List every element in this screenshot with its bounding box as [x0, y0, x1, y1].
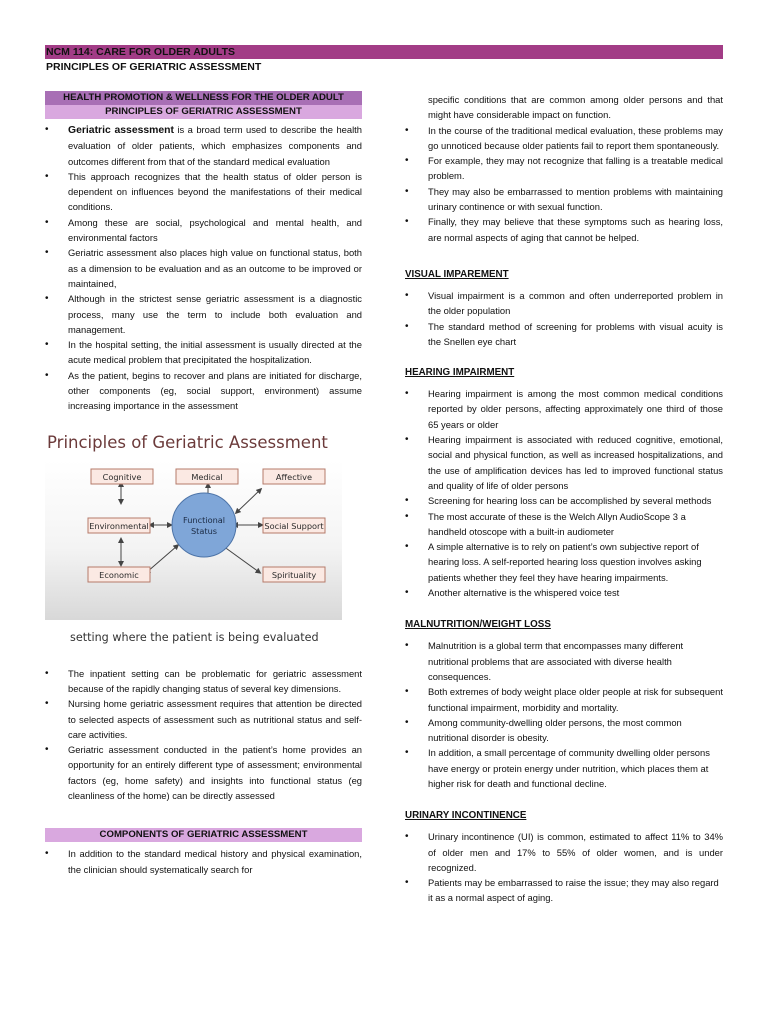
list-item: • Hearing impairment is associated with reduced cognitive, emotional, social and physical function, as well as increased hospitalizations, and the use of amplification devices has led to improved functional status and quality of life of older persons	[405, 432, 723, 493]
course-title: NCM 114: CARE FOR OLDER ADULTS	[46, 46, 236, 58]
list-item: • Geriatric assessment is a broad term used to describe the health evaluation of older patients, which emphasizes components and outcomes different from that of the standard medical evaluation	[45, 122, 362, 169]
list-item: • Geriatric assessment also places high value on functional status, both as a dimension to be evaluation and as an outcome to be improved or maintained,	[45, 245, 362, 291]
list-item: • A simple alternative is to rely on patient’s own subjective report of hearing loss. A self-reported hearing loss question involves asking patients whether they feel they have hearing impairments.	[405, 539, 723, 585]
box-affective: Affective	[275, 471, 313, 482]
section-title-visual: VISUAL IMPAREMENT	[405, 268, 509, 280]
list-item: • In the course of the traditional medical evaluation, these problems may go unnoticed because older patients fail to report them spontaneously.	[405, 123, 723, 154]
list-item: • Among community-dwelling older persons, the most common nutritional disorder is obesity.	[405, 715, 723, 746]
box-medical: Medical	[191, 471, 223, 482]
box-cognitive: Cognitive	[102, 471, 142, 482]
section-title-urinary: URINARY INCONTINENCE	[405, 810, 527, 822]
urinary-list	[405, 829, 723, 905]
list-item: • In addition to the standard medical history and physical examination, the clinician should systematically search for	[45, 846, 362, 877]
list-item: • Although in the strictest sense geriatric assessment is a diagnostic process, many use the term to include both evaluation and management.	[45, 291, 362, 337]
document-subtitle: PRINCIPLES OF GERIATRIC ASSESSMENT	[46, 61, 262, 73]
figure-title: Principles of Geriatric Assessment	[47, 432, 328, 452]
section-title-malnutrition: MALNUTRITION/WEIGHT LOSS	[405, 619, 551, 631]
list-item: • They may also be embarrassed to mention problems with maintaining urinary continence or with sexual function.	[405, 184, 723, 215]
section-band-components: COMPONENTS OF GERIATRIC ASSESSMENT	[45, 828, 362, 842]
center-line-2: Status	[190, 525, 218, 536]
list-item: • As the patient, begins to recover and plans are initiated for discharge, other components (eg, social support, environment) assume increasing importance in the assessment	[45, 368, 362, 414]
section-band-health-promotion: HEALTH PROMOTION & WELLNESS FOR THE OLDER ADULT	[45, 91, 362, 105]
box-social-support: Social Support	[264, 520, 324, 531]
right-column	[405, 92, 723, 906]
setting-list	[45, 666, 362, 804]
list-item: • In the hospital setting, the initial assessment is usually directed at the acute medical problem that precipitated the hospitalization.	[45, 337, 362, 368]
list-item: • Another alternative is the whispered voice test	[405, 585, 723, 600]
components-continued-list	[405, 123, 723, 245]
center-line-1: Functional	[182, 514, 226, 525]
continuation-text: specific conditions that are common among older persons and that might have considerable impact on function.	[428, 94, 723, 121]
list-item: • Visual impairment is a common and often underreported problem in the older population	[405, 288, 723, 319]
list-item: • Hearing impairment is among the most common medical conditions reported by older persons, affecting approximately one third of those 65 years or older	[405, 386, 723, 432]
box-spirituality: Spirituality	[271, 569, 317, 580]
list-item: • Nursing home geriatric assessment requires that attention be directed to selected aspects of assessment such as nutritional status and self-care activities.	[45, 696, 362, 742]
list-item: • Finally, they may believe that these symptoms such as hearing loss, are normal aspects of aging that cannot be helped.	[405, 214, 723, 245]
left-column	[45, 91, 362, 877]
box-economic: Economic	[99, 569, 139, 580]
list-item: • For example, they may not recognize that falling is a treatable medical problem.	[405, 153, 723, 184]
list-item: • Both extremes of body weight place older people at risk for subsequent functional impairment, morbidity and mortality.	[405, 684, 723, 715]
section-title-hearing: HEARING IMPAIRMENT	[405, 367, 515, 379]
figure-caption: setting where the patient is being evaluated	[70, 630, 319, 644]
list-item: • This approach recognizes that the health status of older person is dependent on influences beyond the manifestations of their medical conditions.	[45, 169, 362, 215]
list-item: • Urinary incontinence (UI) is common, estimated to affect 11% to 34% of older men and 17% to 55% of older women, and is under recognized.	[405, 829, 723, 875]
list-item: • The most accurate of these is the Welch Allyn AudioScope 3 a handheld otoscope with a built-in audiometer	[405, 509, 723, 540]
visual-list	[405, 288, 723, 349]
list-item: • The inpatient setting can be problematic for geriatric assessment because of the rapidly changing status of several key dimensions.	[45, 666, 362, 697]
list-item: • Among these are social, psychological and mental health, and environmental factors	[45, 215, 362, 246]
principles-diagram	[45, 426, 345, 651]
list-item: • The standard method of screening for problems with visual acuity is the Snellen eye chart	[405, 319, 723, 350]
list-item: • Screening for hearing loss can be accomplished by several methods	[405, 493, 723, 508]
box-environmental: Environmental	[89, 520, 149, 531]
principles-list	[45, 122, 362, 414]
principles-figure	[45, 426, 345, 651]
components-list	[45, 846, 362, 877]
list-item: • Geriatric assessment conducted in the patient’s home provides an opportunity for an entirely different type of assessment; environmental factors (eg, home safety) and insights into functional status (eg cleanliness of the home) can be directly assessed	[45, 742, 362, 803]
section-band-principles: PRINCIPLES OF GERIATRIC ASSESSMENT	[45, 105, 362, 119]
hearing-list	[405, 386, 723, 600]
list-item: • Malnutrition is a global term that encompasses many different nutritional problems that are associated with diverse health consequences.	[405, 638, 723, 684]
list-item: • Patients may be embarrassed to raise the issue; they may also regard it as a normal aspect of aging.	[405, 875, 723, 906]
malnutrition-list	[405, 638, 723, 791]
list-item: • In addition, a small percentage of community dwelling older persons have energy or protein energy under nutrition, which places them at higher risk for death and functional decline.	[405, 745, 723, 791]
